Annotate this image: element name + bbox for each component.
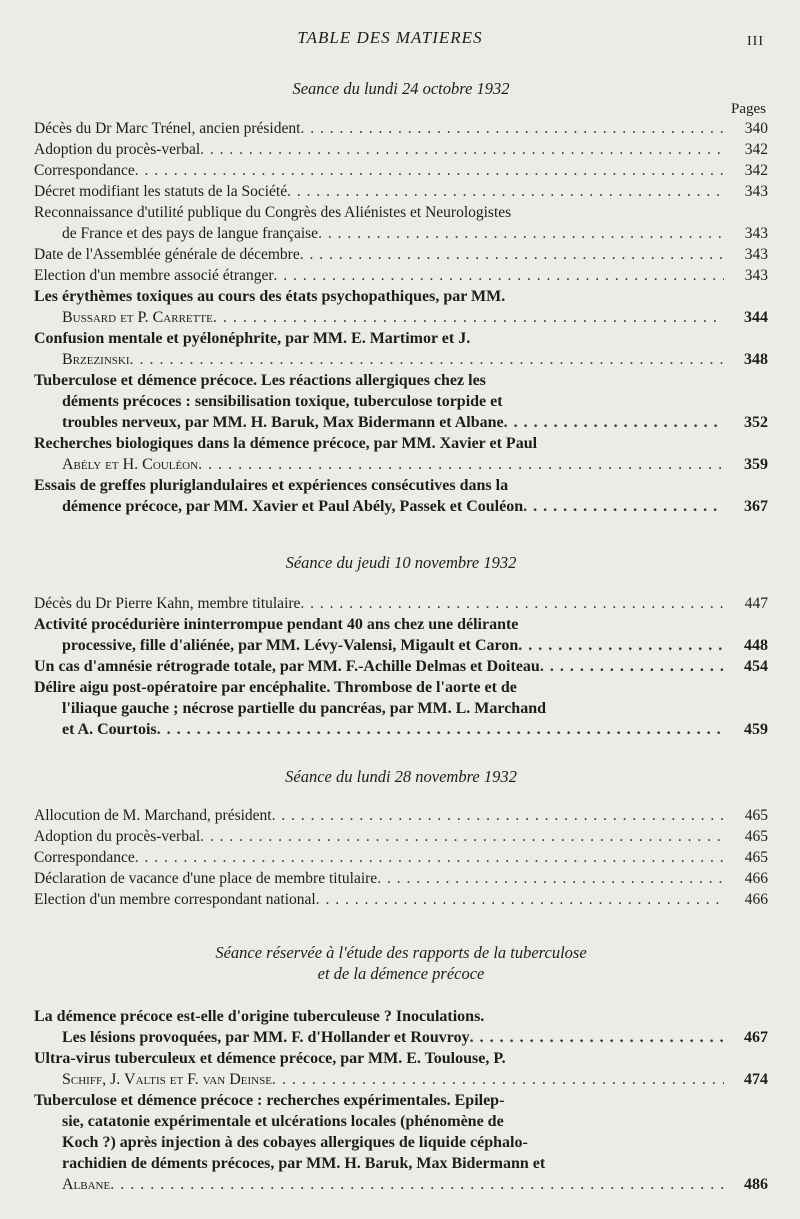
toc-entry[interactable] [34, 677, 768, 740]
entry-title: Adoption du procès-verbal [34, 141, 201, 158]
section-heading [34, 78, 768, 99]
entry-title-line: troubles nerveux, par MM. H. Baruk, Max Bidermann et Albane [62, 414, 504, 431]
entry-title-line: Essais de greffes pluriglandulaires et expériences consécutives dans la [34, 477, 509, 494]
entry-title-line: Tuberculose et démence précoce. Les réactions allergiques chez les [34, 372, 486, 389]
entry-title-line: et A. Courtois [62, 721, 157, 738]
entry-page-number: 447 [744, 595, 768, 612]
entry-title-line: Recherches biologiques dans la démence précoce, par MM. Xavier et Paul [34, 435, 538, 452]
section-special-session [34, 942, 768, 1195]
entry-page-number: 343 [744, 246, 768, 263]
toc-entry[interactable] [34, 181, 768, 202]
entry-page-number: 466 [744, 870, 768, 887]
entry-title-line: rachidien de déments précoces, par MM. H. Baruk, Max Bidermann et [62, 1155, 546, 1172]
toc-entry[interactable] [34, 475, 768, 517]
entry-page-number: 467 [744, 1029, 768, 1046]
entry-title-line: Activité procédurière ininterrompue pendant 40 ans chez une délirante [34, 616, 519, 633]
section-heading-line: Séance du lundi 28 novembre 1932 [285, 767, 517, 786]
entry-page-number: 454 [744, 658, 768, 675]
entry-page-number: 474 [744, 1071, 768, 1088]
entry-title-line: La démence précoce est-elle d'origine tuberculeuse ? Inoculations. [34, 1008, 485, 1025]
toc-entry[interactable] [34, 433, 768, 475]
toc-entry[interactable] [34, 139, 768, 160]
toc-entry[interactable] [34, 614, 768, 656]
entry-title-line: Les érythèmes toxiques au cours des états psychopathiques, par MM. [34, 288, 506, 305]
entry-title: Adoption du procès-verbal [34, 828, 201, 845]
entry-page-number: 342 [744, 141, 768, 158]
toc-entry[interactable] [34, 805, 768, 826]
page-header [0, 28, 800, 52]
entry-title: Election d'un membre correspondant national [34, 891, 316, 908]
entry-title-line: Bussard et P. Carrette [62, 309, 213, 326]
entry-title: Décès du Dr Pierre Kahn, membre titulaire [34, 595, 301, 612]
toc-entry[interactable] [34, 370, 768, 433]
toc-entry[interactable] [34, 593, 768, 614]
toc-entry[interactable] [34, 328, 768, 370]
entry-title-line: processive, fille d'aliénée, par MM. Lévy-Valensi, Migault et Caron [62, 637, 519, 654]
entry-page-number: 465 [744, 807, 768, 824]
entry-page-number: 465 [744, 828, 768, 845]
entry-page-number: 343 [744, 267, 768, 284]
entry-title-line: sie, catatonie expérimentale et ulcérations locales (phénomène de [62, 1113, 504, 1130]
entry-page-number: 342 [744, 162, 768, 179]
entry-page-number: 352 [744, 414, 768, 431]
entry-page-number: 359 [744, 456, 768, 473]
entry-title-line: Délire aigu post-opératoire par encéphalite. Thrombose de l'aorte et de [34, 679, 517, 696]
page-number: III [747, 34, 764, 49]
entry-title: Décès du Dr Marc Trénel, ancien président [34, 120, 301, 137]
entry-title-line: de France et des pays de langue française [62, 225, 319, 242]
toc-entry[interactable] [34, 1048, 768, 1090]
entry-title-line: Koch ?) après injection à des cobayes allergiques de liquide céphalo- [62, 1134, 528, 1151]
entry-title: Décret modifiant les statuts de la Société [34, 183, 288, 200]
section-heading [34, 942, 768, 984]
entry-title: Un cas d'amnésie rétrograde totale, par MM. F.-Achille Delmas et Doiteau [34, 658, 540, 675]
page-title: TABLE DES MATIERES [297, 28, 483, 47]
toc-entry[interactable] [34, 265, 768, 286]
entry-title-line: Ultra-virus tuberculeux et démence précoce, par MM. E. Toulouse, P. [34, 1050, 506, 1067]
entry-title-line: Schiff, J. Valtis et F. van Deinse [62, 1071, 272, 1088]
section-heading-line: Séance du jeudi 10 novembre 1932 [285, 553, 517, 572]
entry-title-line: Les lésions provoquées, par MM. F. d'Hollander et Rouvroy [62, 1029, 470, 1046]
entry-title-line: l'iliaque gauche ; nécrose partielle du pancréas, par MM. L. Marchand [62, 700, 546, 717]
entry-title: Correspondance [34, 849, 135, 866]
entry-title-line: démence précoce, par MM. Xavier et Paul Abély, Passek et Couléon [62, 498, 524, 515]
section-oct-24 [34, 78, 768, 517]
toc-entry[interactable] [34, 868, 768, 889]
entry-page-number: 448 [744, 637, 768, 654]
entry-page-number: 340 [744, 120, 768, 137]
toc-entry[interactable] [34, 160, 768, 181]
entry-page-number: 367 [744, 498, 768, 515]
entry-title: Déclaration de vacance d'une place de membre titulaire [34, 870, 378, 887]
section-heading [34, 766, 768, 787]
section-heading-line: Seance du lundi 24 octobre 1932 [292, 79, 510, 98]
section-nov-28 [34, 766, 768, 910]
section-nov-10 [34, 552, 768, 740]
entry-page-number: 344 [744, 309, 768, 326]
toc-entry[interactable] [34, 118, 768, 139]
entry-page-number: 343 [744, 225, 768, 242]
entry-title-line: Brzezinski [62, 351, 130, 368]
entry-title-line: Reconnaissance d'utilité publique du Congrès des Aliénistes et Neurologistes [34, 204, 512, 221]
toc-entry[interactable] [34, 1006, 768, 1048]
entry-page-number: 343 [744, 183, 768, 200]
toc-entry[interactable] [34, 1090, 768, 1195]
entry-page-number: 466 [744, 891, 768, 908]
pages-column-label: Pages [731, 101, 766, 117]
entry-title-line: Albane [62, 1176, 111, 1193]
toc-entry[interactable] [34, 202, 768, 244]
entry-title: Correspondance [34, 162, 135, 179]
entry-title-line: Tuberculose et démence précoce : recherches expérimentales. Epilep- [34, 1092, 505, 1109]
entry-title: Election d'un membre associé étranger [34, 267, 274, 284]
toc-entry[interactable] [34, 244, 768, 265]
toc-entry[interactable] [34, 889, 768, 910]
entry-title: Date de l'Assemblée générale de décembre [34, 246, 300, 263]
toc-entry[interactable] [34, 847, 768, 868]
entry-page-number: 465 [744, 849, 768, 866]
toc-entry[interactable] [34, 656, 768, 677]
entry-title-line: déments précoces : sensibilisation toxique, tuberculose torpide et [62, 393, 503, 410]
entry-page-number: 459 [744, 721, 768, 738]
entry-page-number: 486 [744, 1176, 768, 1193]
entry-title-line: Abély et H. Couléon [62, 456, 199, 473]
section-heading [34, 552, 768, 573]
section-heading-line: et de la démence précoce [317, 964, 485, 983]
section-heading-line: Séance réservée à l'étude des rapports de la tuberculose [215, 943, 587, 962]
toc-entry[interactable] [34, 286, 768, 328]
entry-title-line: Confusion mentale et pyélonéphrite, par MM. E. Martimor et J. [34, 330, 471, 347]
entry-page-number: 348 [744, 351, 768, 368]
toc-entry[interactable] [34, 826, 768, 847]
entry-title: Allocution de M. Marchand, président [34, 807, 272, 824]
